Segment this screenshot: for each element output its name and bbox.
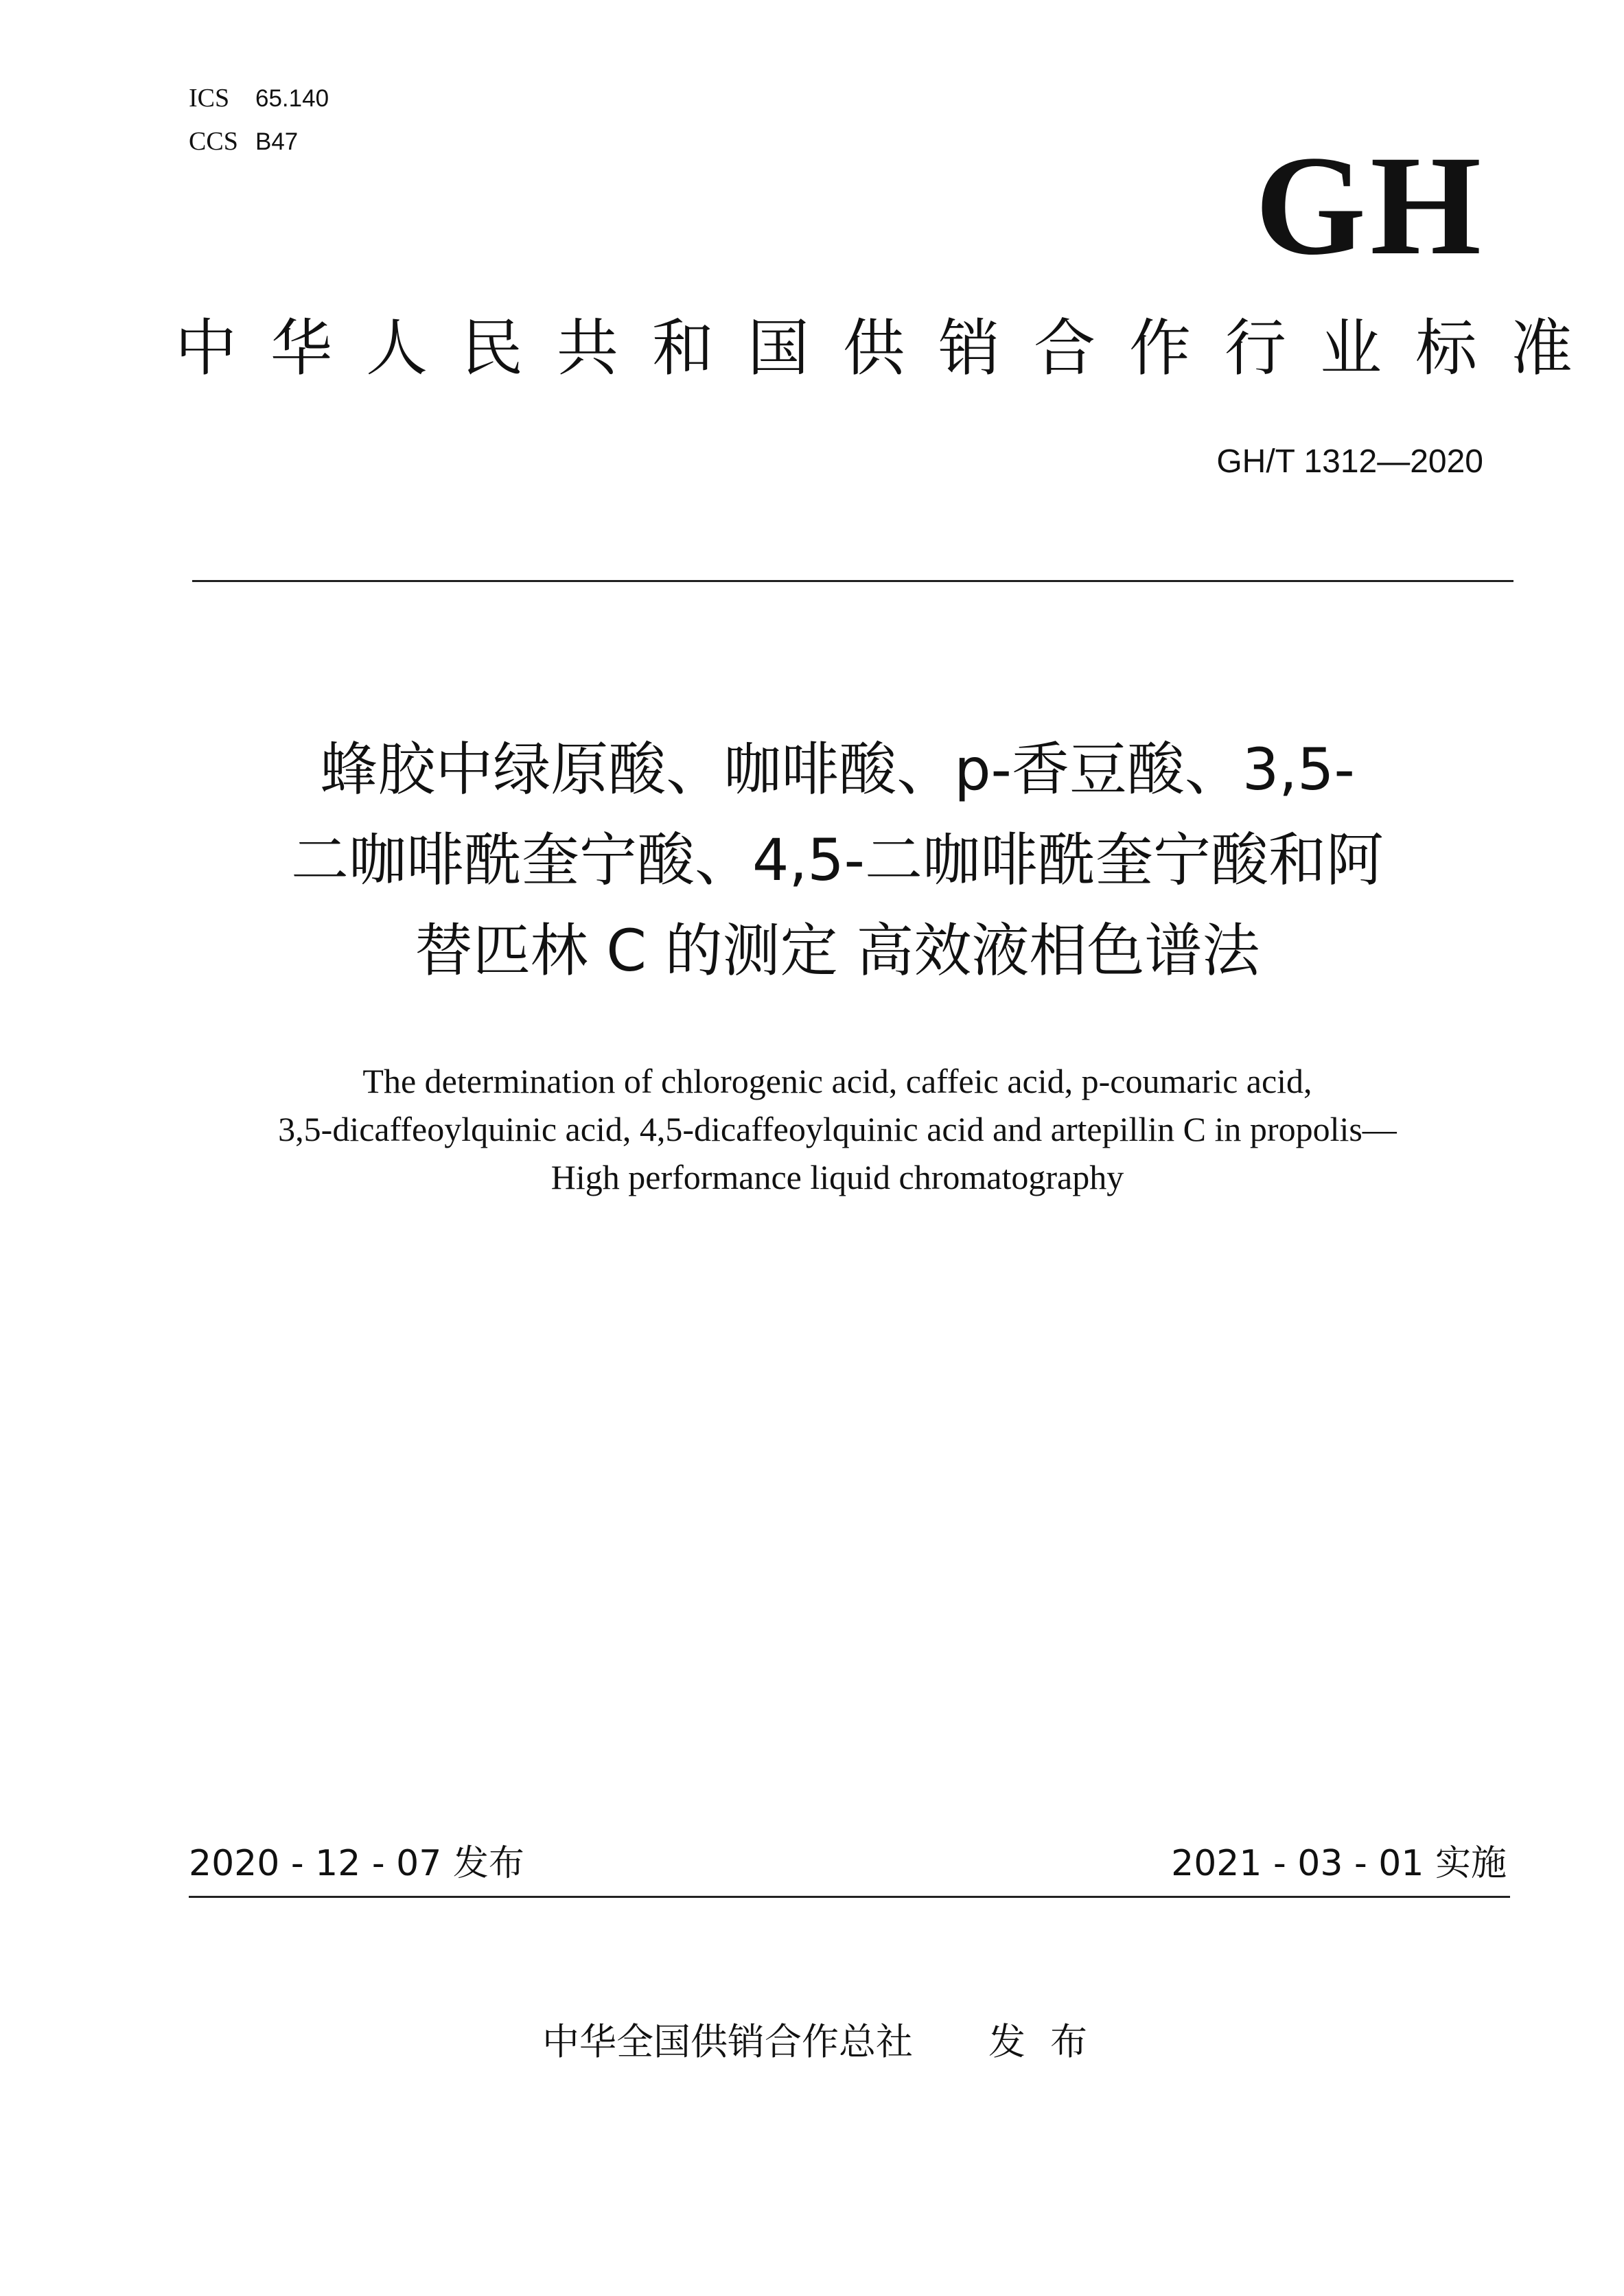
- implementation-date: 2021 - 03 - 01 实施: [1171, 1843, 1507, 1884]
- issue-date: 2020 - 12 - 07 发布: [189, 1843, 524, 1884]
- chinese-title-line-1: 蜂胶中绿原酸、咖啡酸、p-香豆酸、3,5-: [320, 736, 1355, 803]
- publish-action: 发布: [988, 2020, 1112, 2063]
- chinese-title-line-3: 替匹林 C 的测定 高效液相色谱法: [415, 917, 1260, 984]
- english-title-line-1: The determination of chlorogenic acid, caffeic acid, p-coumaric acid,: [362, 1062, 1312, 1100]
- ccs-code-row: [189, 120, 329, 163]
- ics-code-row: [189, 77, 329, 120]
- ccs-value: B47: [255, 128, 299, 155]
- ics-value: 65.140: [255, 85, 329, 112]
- date-row: [189, 1834, 1507, 1886]
- standard-category-name: 中华人民共和国供销合作行业标准: [175, 312, 1606, 384]
- publisher-line: [542, 2013, 1112, 2065]
- english-title-line-3: High performance liquid chromatography: [550, 1158, 1124, 1196]
- english-title-line-2: 3,5-dicaffeoylquinic acid, 4,5-dicaffeoylquinic acid and artepillin C in propolis—: [278, 1110, 1397, 1148]
- ics-label: ICS: [189, 84, 230, 113]
- chinese-title: [165, 724, 1510, 996]
- gh-logo: GH: [1255, 126, 1485, 284]
- publisher-name: 中华全国供销合作总社: [542, 2020, 913, 2063]
- standard-number: GH/T 1312—2020: [1216, 443, 1483, 480]
- top-divider: [192, 580, 1513, 582]
- chinese-title-line-2: 二咖啡酰奎宁酸、4,5-二咖啡酰奎宁酸和阿: [291, 826, 1384, 894]
- ccs-label: CCS: [189, 127, 238, 156]
- classification-codes: [189, 77, 329, 163]
- bottom-divider: [189, 1896, 1510, 1898]
- english-title: [165, 1057, 1510, 1201]
